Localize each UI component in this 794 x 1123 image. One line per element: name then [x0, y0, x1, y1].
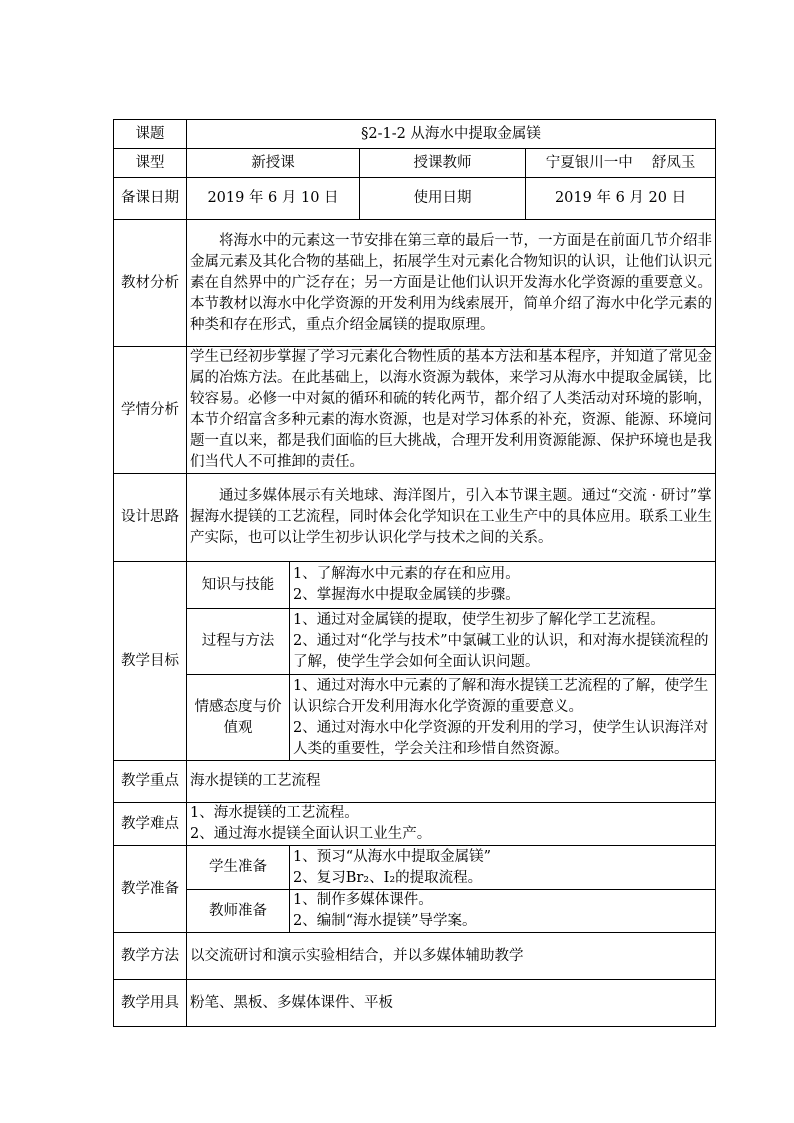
student-analysis-label: 学情分析 [114, 347, 187, 474]
material-analysis-text: 将海水中的元素这一节安排在第三章的最后一节，一方面是在前面几节介绍非金属元素及其化合物的基础上，拓展学生对元素化合物知识的认识，让他们认识元素在自然界中的广泛存在；另一方面是让他们认识开发海水化学资源的重要意义。本节教材以海水中化学资源的开发利用为线索展开，简单介绍了海水中化学元素的种类和存在形式，重点介绍金属镁的提取原理。 [187, 220, 716, 347]
type-row [114, 149, 716, 178]
preparation-teacher-label: 教师准备 [187, 890, 290, 933]
prep-date-label: 备课日期 [114, 178, 187, 220]
difficulty-row [114, 803, 716, 846]
objective-emotion-row [114, 675, 716, 761]
design-idea-text: 通过多媒体展示有关地球、海洋图片，引入本节课主题。通过“交流 · 研讨”掌握海水提镁的工艺流程，同时体会化学知识在工业生产中的具体应用。联系工业生产实际，也可以让学生初步认识化学与技术之间的关系。 [187, 474, 716, 562]
list-item: 2、通过对海水中化学资源的开发利用的学习，使学生认识海洋对人类的重要性，学会关注和珍惜自然资源。 [293, 719, 709, 757]
use-date-label: 使用日期 [360, 178, 526, 220]
material-analysis-label: 教材分析 [114, 220, 187, 347]
key-point-row [114, 761, 716, 803]
list-item: 2、通过对“化学与技术”中氯碱工业的认识，和对海水提镁流程的了解，使学生学会如何全面认识问题。 [293, 633, 709, 670]
list-item: 2、通过海水提镁全面认识工业生产。 [190, 826, 432, 842]
preparation-teacher-row [114, 890, 716, 933]
objective-emotion-label: 情感态度与价值观 [187, 675, 290, 761]
objective-process-label: 过程与方法 [187, 609, 290, 675]
teacher-label: 授课教师 [360, 149, 526, 178]
difficulty-content [187, 803, 716, 846]
topic-row [114, 120, 716, 149]
objective-knowledge-content [290, 562, 716, 609]
objective-process-row [114, 609, 716, 675]
objectives-label: 教学目标 [114, 562, 187, 761]
design-idea-label: 设计思路 [114, 474, 187, 562]
method-text: 以交流研讨和演示实验相结合，并以多媒体辅助教学 [187, 933, 716, 980]
material-analysis-row [114, 220, 716, 347]
objective-knowledge-row [114, 562, 716, 609]
preparation-student-row [114, 846, 716, 890]
list-item: 2、掌握海水中提取金属镁的步骤。 [293, 587, 520, 603]
objective-process-content [290, 609, 716, 675]
list-item: 1、海水提镁的工艺流程。 [190, 805, 359, 821]
objective-emotion-content [290, 675, 716, 761]
lesson-plan-table [113, 119, 716, 1027]
list-item: 2、复习Br₂、I₂的提取流程。 [293, 869, 483, 886]
list-item: 2、编制“海水提镁”导学案。 [293, 913, 477, 929]
tools-row [114, 980, 716, 1027]
preparation-teacher-content [290, 890, 716, 933]
prep-date-value: 2019 年 6 月 10 日 [187, 178, 360, 220]
list-item: 1、了解海水中元素的存在和应用。 [293, 566, 520, 582]
list-item: 1、制作多媒体课件。 [293, 892, 433, 908]
preparation-student-label: 学生准备 [187, 846, 290, 890]
preparation-label: 教学准备 [114, 846, 187, 933]
list-item: 1、通过对金属镁的提取，使学生初步了解化学工艺流程。 [293, 612, 665, 628]
preparation-student-content [290, 846, 716, 890]
student-analysis-text: 学生已经初步掌握了学习元素化合物性质的基本方法和基本程序，并知道了常见金属的冶炼方法。在此基础上，以海水资源为载体，来学习从海水中提取金属镁，比较容易。必修一中对氮的循环和硫的转化两节，都介绍了人类活动对环境的影响，本节介绍富含多种元素的海水资源，也是对学习体系的补充，资源、能源、环境问题一直以来，都是我们面临的巨大挑战，合理开发利用资源能源、保护环境也是我们当代人不可推卸的责任。 [187, 347, 716, 474]
key-point-label: 教学重点 [114, 761, 187, 803]
method-label: 教学方法 [114, 933, 187, 980]
objective-knowledge-label: 知识与技能 [187, 562, 290, 609]
teacher-value: 宁夏银川一中 舒凤玉 [526, 149, 716, 178]
tools-label: 教学用具 [114, 980, 187, 1027]
student-analysis-row [114, 347, 716, 474]
list-item: 1、通过对海水中元素的了解和海水提镁工艺流程的了解，使学生认识综合开发利用海水化学资源的重要意义。 [293, 677, 709, 715]
topic-value: §2-1-2 从海水中提取金属镁 [187, 120, 716, 149]
design-idea-row [114, 474, 716, 562]
topic-label: 课题 [114, 120, 187, 149]
type-label: 课型 [114, 149, 187, 178]
difficulty-label: 教学难点 [114, 803, 187, 846]
method-row [114, 933, 716, 980]
use-date-value: 2019 年 6 月 20 日 [526, 178, 716, 220]
key-point-text: 海水提镁的工艺流程 [187, 761, 716, 803]
type-value: 新授课 [187, 149, 360, 178]
list-item: 1、预习“从海水中提取金属镁” [293, 848, 492, 865]
date-row [114, 178, 716, 220]
tools-text: 粉笔、黑板、多媒体课件、平板 [187, 980, 716, 1027]
